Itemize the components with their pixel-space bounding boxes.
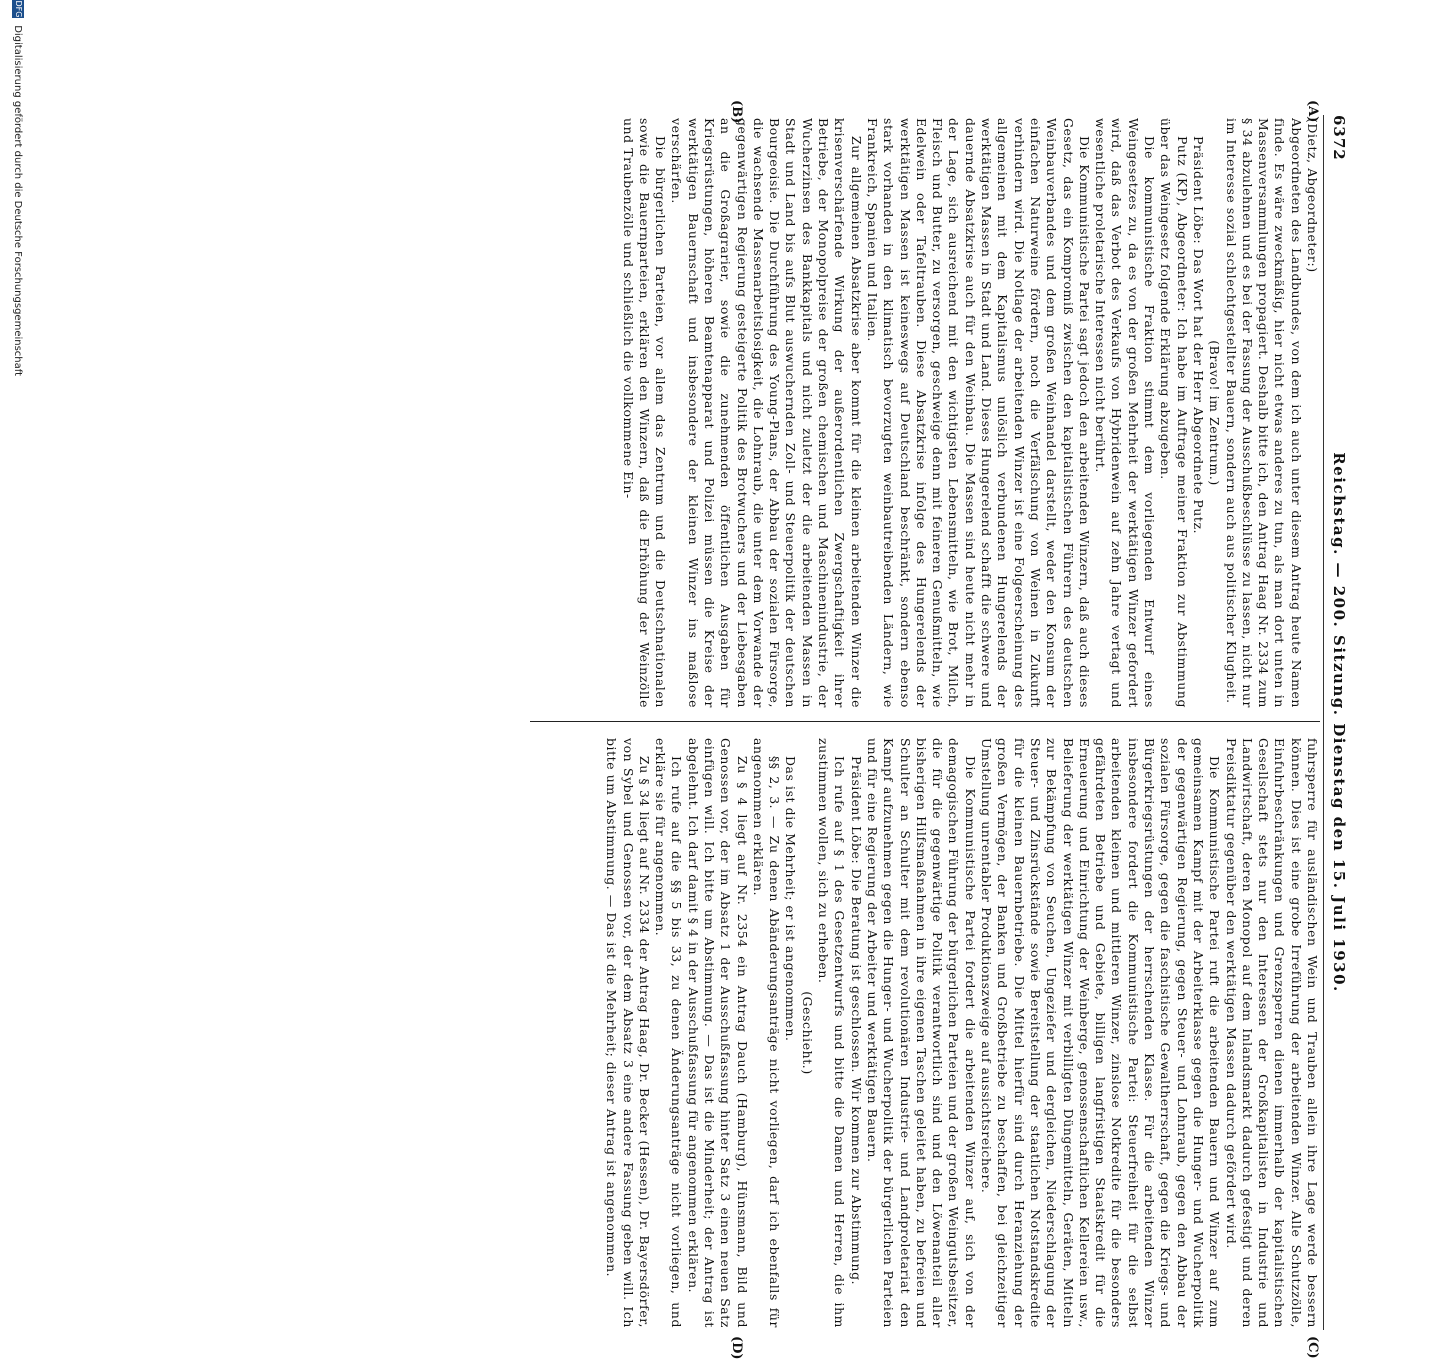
paragraph: Die Kommunistische Partei fordert die arbeitenden Winzer auf, sich von der demagogischen Führung der bürgerlichen Parteien und der großen Weingutsbesitzer, die für die gegenwärtige Politik verantwortlich sind und den Löwenanteil aller bisherigen Hilfsmaßnahmen in ihre eigenen Taschen geleitet haben, zu befreien und Schulter an Schulter mit dem revolutionären Industrie- und Landproletariat den Kampf aufzunehmen gegen die Hunger- und Wucherpolitik der bürgerlichen Parteien und für eine Regierung der Arbeiter und werktätigen Bauern. (864, 738, 978, 1328)
paragraph: (Geschieht.) (799, 991, 815, 1075)
paragraph: Die bürgerlichen Parteien, vor allem das Zentrum und die Deutschnationalen sowie die Bauernparteien, erklären den Winzern, daß die Erhöhung der Weinzölle und Traubenzölle und schließlich die vollkommene Ein- (620, 118, 669, 708)
column-divider (530, 721, 1320, 722)
digitization-credit (8, 0, 24, 1000)
paragraph: Die kommunistische Fraktion stimmt dem vorliegenden Entwurf eines Weingesetzes zu, da es von der großen Mehrheit der werktätigen Winzer gefordert wird, daß das Verbot des Verkaufs von Hybridenwein auf zehn Jahre vertagt und wesentliche proletarische Interessen nicht berührt. (1093, 118, 1158, 708)
paragraph: Abgeordneten des Landbundes, von dem ich auch unter diesem Antrag heute Namen finde. Es wäre zweckmäßig, hier nicht etwas anderes zu tun, als man dort unten in Massenversammlungen propagiert. Deshalb bitte ich, den Antrag Haag Nr. 2334 zum § 34 abzulehnen und es bei der Fassung der Ausschußbeschlüsse zu lassen, nicht nur im Interesse sozial schlechtgestellter Bauern, sondern auch aus politischer Klugheit. (1223, 118, 1304, 708)
paragraph: (Bravo! im Zentrum.) (1207, 340, 1223, 486)
paragraph: Ich rufe auf § 1 des Gesetzentwurfs und bitte die Damen und Herren, die ihm zustimmen wollen, sich zu erheben. (816, 738, 848, 1328)
paragraph: Präsident Löbe: Die Beratung ist geschlossen. Wir kommen zur Abstimmung. (848, 756, 864, 1286)
paragraph: Das ist die Mehrheit; er ist angenommen. (783, 756, 799, 1042)
paragraph: §§ 2, 3. — Zu denen Abänderungsanträge nicht vorliegen, darf ich ebenfalls für angenommen erklären. (750, 738, 783, 1328)
margin-marker-c: (C) (1305, 1336, 1320, 1359)
paragraph: fuhrsperre für ausländischen Wein und Trauben allein ihre Lage werde bessern können. Dies ist eine grobe Irreführung der arbeitenden Winzer. Alle Schutzzölle, Einfuhrbeschränkungen und Grenzsperren dienen immerhalb der kapitalistischen Gesellschaft stets nur den Interessen der Großkapitalisten in Industrie und Landwirtschaft, deren Monopol auf dem Inlandsmarkt dadurch gefestigt und deren Preisdiktatur gegenüber den werktätigen Massen dadurch gefördert wird. (1223, 738, 1320, 1328)
right-text-column (530, 738, 1320, 1328)
paragraph: Zu § 34 liegt auf Nr. 2334 der Antrag Haag, Dr. Becker (Hessen), Dr. Bayersdörfer, von Sybel und Genossen vor, der dem Absatz 3 eine andere Fassung geben will. Ich bitte um Abstimmung. — Das ist die Mehrheit; dieser Antrag ist angenommen. (604, 738, 652, 1328)
credit-text: Digitalisierung gefördert durch die Deutsche Forschungsgemeinschaft (12, 25, 23, 377)
margin-marker-a: (A) (1305, 100, 1320, 123)
margin-marker-d: (D) (729, 1336, 744, 1360)
dfg-logo: DFG (14, 0, 23, 18)
paragraph: Die Kommunistische Partei sagt jedoch den arbeitenden Winzern, daß auch dieses Gesetz, das ein Kompromiß zwischen den kapitalistischen Führern des deutschen Weinbauverbandes und dem großen Weinhandel darstellt, weder den Konsum der einfachen Naturweine fördern, noch die Verfälschung von Weinen in Zukunft verhindern wird. Die Notlage der arbeitenden Winzer ist eine Folgeerscheinung des allgemeinen mit dem Kapitalismus unlöslich verbundenen Hungerelends der werktätigen Massen in Stadt und Land. Dieses Hungerelend schafft die schwere und dauernde Absatzkrise auch für den Weinbau. Die Massen sind heute nicht mehr in der Lage, sich ausreichend mit den wichtigsten Lebensmitteln, wie Brot, Milch, Fleisch und Butter, zu versorgen, geschweige denn mit feineren Genußmitteln, wie Edelwein oder Tafeltrauben. Diese Absatzkrise infolge des Hungerelends der werktätigen Massen ist keineswegs auf Deutschland beschränkt, sondern ebenso stark vorhanden in den klimatisch bevorzugten weinbautreibenden Ländern, wie Frankreich, Spanien und Italien. (864, 118, 1092, 708)
paragraph: Zur allgemeinen Absatzkrise aber kommt für die kleinen arbeitenden Winzer die krisenverschärfende Wirkung der außerordentlichen Zwergschaftigkeit ihrer Betriebe, der Monopolpreise der großen chemischen und Maschinenindustrie, der Wucherzinsen des Bankkapitals und nicht zuletzt der die arbeitenden Massen in Stadt und Land bis aufs Blut auswuchernden Zoll- und Steuerpolitik der deutschen Bourgeoisie. Die Durchführung des Young-Plans, der Abbau der sozialen Fürsorge, die wachsende Massenarbeitslosigkeit, die Lohnraub, die unter dem Vorwande der gegenwärtigen Regierung gesteigerte Politik des Brotwuchers und der Liebesgaben an die Großagrarier, sowie die zunehmenden öffentlichen Ausgaben für Kriegsrüstungen, höheren Beamtenapparat und Polizei müssen die Kreise der werktätigen Bauernschaft und insbesondere der kleinen Winzer ins maßlose verschärfen. (669, 118, 864, 708)
paragraph: Zu § 4 liegt auf Nr. 2354 ein Antrag Dauch (Hamburg), Hünsmann, Bild und Genossen vor, der im Absatz 1 der Ausschußfassung hinter Satz 3 einen neuen Satz einfügen will. Ich bitte um Abstimmung. — Das ist die Minderheit; der Antrag ist abgelehnt. Ich darf damit § 4 in der Ausschußfassung für angenommen erklären. (685, 738, 750, 1328)
header-rule (1323, 115, 1324, 1330)
paragraph: Ich rufe auf die §§ 5 bis 33, zu denen Änderungsanträge nicht vorliegen, und erkläre sie für angenommen. (653, 738, 685, 1328)
paragraph: Präsident Löbe: Das Wort hat der Herr Abgeordnete Putz. (1190, 136, 1206, 535)
page-title: Reichstag. — 200. Sitzung. Dienstag den 15. Juli 1930. (1330, 452, 1348, 993)
page-header (1326, 115, 1348, 1330)
page-number: 6372 (1330, 115, 1348, 161)
left-text-column (530, 118, 1320, 708)
paragraph: Die Kommunistische Partei ruft die arbeitenden Bauern und Winzer auf zum gemeinsamen Kampf mit der Arbeiterklasse gegen die Hunger- und Wucherpolitik der gegenwärtigen Regierung, gegen Steuer- und Lohnraub, gegen den Abbau der sozialen Fürsorge, gegen die faschistische Gewaltherrschaft, gegen die Kriegs- und Bürgerkriegsrüstungen der herrschenden Klasse. Für die arbeitenden Winzer insbesondere fordert die Kommunistische Partei: Steuerfreiheit für die selbst arbeitenden kleinen und mittleren Winzer, zinslose Notkredite für die besonders gefährdeten Betriebe und Gebiete, billigen langfristigen Staatskredit für die Erneuerung und Einrichtung der Weinberge, genossenschaftlichen Kellereien usw., Belieferung der werktätigen Winzer mit verbilligten Düngemitteln, Geräten, Mitteln zur Bekämpfung von Seuchen, Ungeziefer und dergleichen, Niederschlagung der Steuer- und Zinsrückstände sowie Bereitstellung der staatlichen Notstandskredite für die kleinen Bauernbetriebe. Die Mittel hierfür sind durch Heranziehung der großen Vermögen, der Banken und Großbetriebe zu beschaffen, bei gleichzeitiger Umstellung unrentabler Produktionszweige auf aussichtsreichere. (979, 738, 1223, 1328)
paragraph: Putz (KP), Abgeordneter: Ich habe im Auftrage meiner Fraktion zur Abstimmung über das Weingesetz folgende Erklärung abzugeben. (1158, 118, 1190, 708)
margin-marker-b: (B) (729, 100, 744, 124)
paragraph: (Dietz, Abgeordneter:) (1305, 118, 1320, 273)
